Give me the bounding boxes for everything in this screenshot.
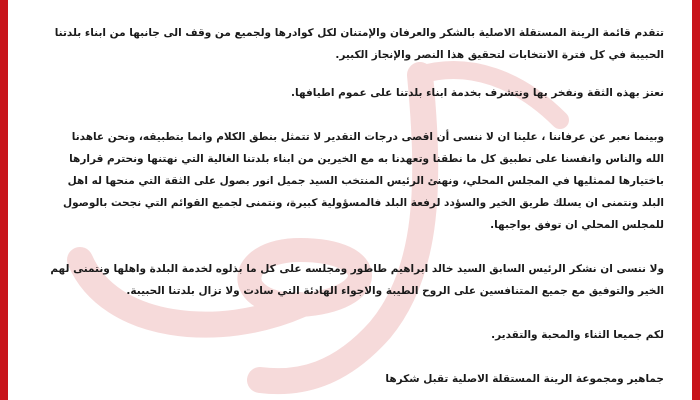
- statement-document: [50, 22, 664, 390]
- paragraph-former-president: ولا ننسى ان نشكر الرئيس السابق السيد خالد ابراهيم طاطور ومجلسه على كل ما بذلوه لخدمة البلدة واهلها ونتمنى لهم الخير والتوفيق مع جميع المتنافسين على الروح الطيبة والاجواء الهادئة التي سادت ولا تزال بلدتنا الحبيبة.: [50, 263, 664, 297]
- paragraph-signature: جماهير ومجموعة الرينة المستقلة الاصلية تقبل شكرها: [385, 373, 664, 385]
- left-frame-border: [0, 0, 8, 400]
- right-frame-border: [692, 0, 700, 400]
- paragraph-thanks: تتقدم قائمة الرينة المستقلة الاصلية بالشكر والعرفان والإمتنان لكل كوادرها ولجميع من وقف الى جانبها من ابناء بلدتنا الحبيبة في كل فترة الانتخابات لتحقيق هذا النصر والإنجاز الكبير.: [54, 27, 664, 61]
- paragraph-closing: لكم جميعا الثناء والمحبة والتقدير.: [491, 329, 664, 341]
- paragraph-pride: نعتز بهذه الثقة ونفخر بها ونتشرف بخدمة ابناء بلدتنا على عموم اطيافها.: [291, 87, 664, 99]
- paragraph-commitment: وبينما نعبر عن عرفاننا ، علينا ان لا ننسى أن اقصى درجات التقدير لا تتمثل بنطق الكلام وانما بتطبيقه، ونحن عاهدنا الله والناس وانفسنا على تطبيق كل ما نطقنا وتعهدنا به مع الخيرين من ابناء بلدتنا الغالية التي نهتنها ونحترم قرارها باختيارها لممثليها في المجلس المحلي، ونهنئ الرئيس المنتخب السيد جميل انور بصول على الثقة التي منحها له اهل البلد ونتمنى ان يسلك طريق الخير والسؤدد لرفعة البلد فالمسؤولية كبيرة، ونتمنى لجميع القوائم التي نجحت بالوصول للمجلس المحلي ان توفق بواجبها.: [63, 131, 664, 231]
